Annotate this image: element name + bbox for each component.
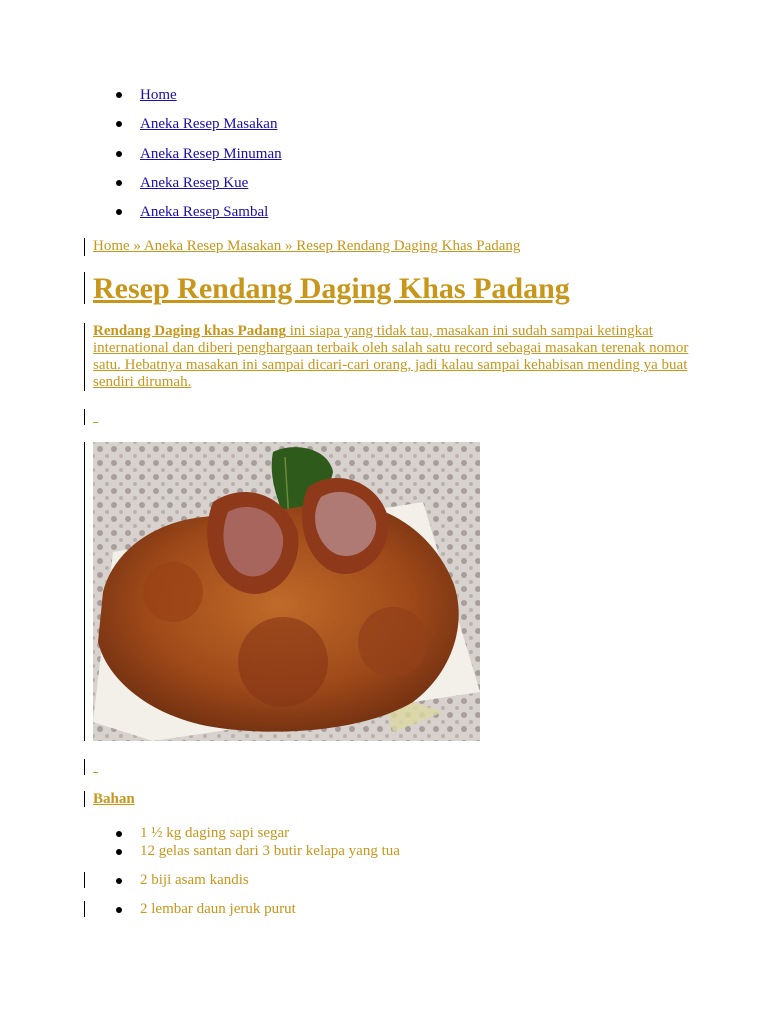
nav-link-home[interactable]: Home [140, 87, 177, 103]
rendang-photo [93, 442, 480, 741]
nav-link-sambal[interactable]: Aneka Resep Sambal [140, 204, 269, 221]
divider [84, 272, 85, 304]
bullet-icon [116, 151, 122, 157]
spacer-link[interactable]: _ [93, 413, 98, 424]
intro-paragraph[interactable] [93, 323, 693, 391]
divider [84, 791, 85, 807]
divider [84, 442, 85, 741]
ingredient-text[interactable]: 1 ½ kg daging sapi segar [140, 825, 290, 841]
bullet-icon [116, 92, 122, 98]
divider [84, 409, 85, 425]
bullet-icon [116, 180, 122, 186]
bullet-icon [116, 878, 122, 884]
spacer-link[interactable]: _ [93, 763, 98, 774]
bahan-heading[interactable]: Bahan [93, 791, 135, 807]
divider [84, 901, 85, 917]
bullet-icon [116, 907, 122, 913]
nav-link-masakan[interactable]: Aneka Resep Masakan [140, 116, 278, 133]
bullet-icon [116, 831, 122, 837]
intro-bold: Rendang Daging khas Padang [93, 323, 286, 339]
page-title[interactable]: Resep Rendang Daging Khas Padang [93, 272, 570, 305]
ingredient-text[interactable]: 2 lembar daun jeruk purut [140, 901, 296, 917]
intro-text: ini siapa yang tidak tau, masakan ini sudah sampai ketingkat international dan diberi penghargaan terbaik oleh salah satu record sebagai masakan terenak nomor satu. Hebatnya masakan ini sampai dicari-cari orang, jadi kalau sampai kehabisan mending ya buat sendiri dirumah. [93, 323, 689, 390]
bullet-icon [116, 121, 122, 127]
ingredient-text[interactable]: 2 biji asam kandis [140, 872, 249, 888]
divider [84, 323, 85, 391]
nav-link-kue[interactable]: Aneka Resep Kue [140, 174, 249, 191]
divider [84, 759, 85, 775]
divider [84, 238, 85, 256]
nav-link-minuman[interactable]: Aneka Resep Minuman [140, 145, 282, 162]
breadcrumb[interactable]: Home » Aneka Resep Masakan » Resep Rendang Daging Khas Padang [93, 238, 521, 254]
bullet-icon [116, 849, 122, 855]
bullet-icon [116, 209, 122, 215]
ingredient-text[interactable]: 12 gelas santan dari 3 butir kelapa yang tua [140, 843, 400, 859]
divider [84, 872, 85, 888]
